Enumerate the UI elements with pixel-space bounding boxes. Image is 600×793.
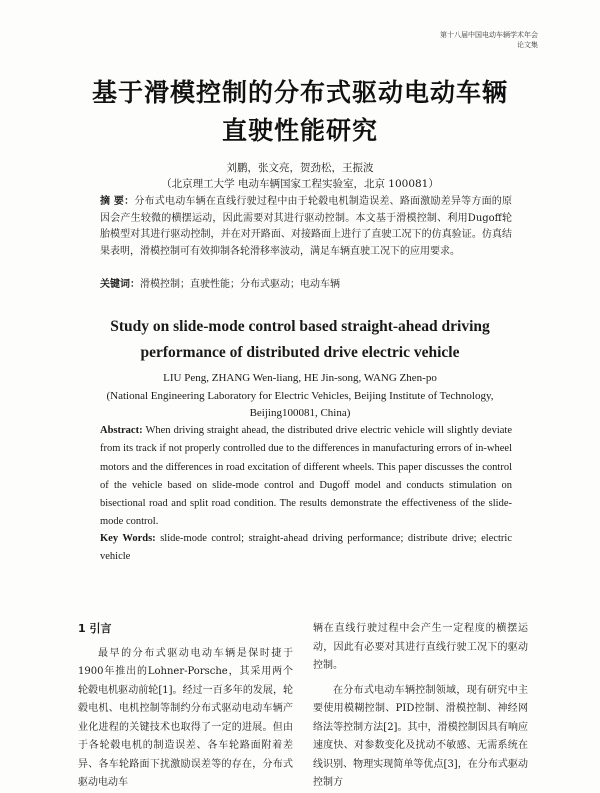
- english-author-names: LIU Peng, ZHANG Wen-liang, HE Jin-song, WANG Zhen-po: [163, 372, 437, 384]
- english-abstract: [100, 422, 512, 532]
- english-title-line-2: performance of distributed drive electric vehicle: [140, 344, 460, 361]
- english-keywords-text: slide-mode control; straight-ahead driving performance; distribute drive; electric vehicle: [100, 533, 512, 563]
- chinese-title-line-2: 直驶性能研究: [221, 116, 378, 145]
- body-right-paragraph-2: 在分布式电动车辆控制领域，现有研究中主要使用模糊控制、PID控制、滑模控制、神经网络法等控制方法[2]。其中，滑模控制因具有响应速度快、对参数变化及扰动不敏感、无需系统在线识别、物理实现简单等优点[3]，在分布式驱动控制方: [313, 684, 528, 788]
- header-line-1: 第十八届中国电动车辆学术年会: [440, 31, 538, 39]
- chinese-title: [0, 74, 600, 150]
- body-left-paragraph: 最早的分布式驱动电动车辆是保时捷于1900年推出的Lohner-Porsche，其采用两个轮毂电机驱动前轮[1]。经过一百多年的发展，轮毂电机、电机控制等制约分布式驱动电动车辆产业化进程的关键技术也取得了一定的进展。但由于各轮毂电机的制造误差、各车轮路面附着差异、各车轮路面下扰激励误差等的存在，分布式驱动电动车: [78, 647, 293, 788]
- english-keywords-label: Key Words:: [100, 533, 156, 544]
- chinese-keywords-label: 关键词：: [100, 279, 140, 290]
- english-abstract-label: Abstract:: [100, 425, 143, 436]
- english-title: [0, 314, 600, 366]
- chinese-abstract-label: 摘 要：: [100, 196, 135, 207]
- body-left-column: [78, 620, 293, 793]
- chinese-abstract-text: 分布式电动车辆在直线行驶过程中由于轮毂电机制造误差、路面激励差异等方面的原因会产生较微的横摆运动，因此需要对其进行驱动控制。本文基于滑模控制、利用Dugoff轮胎模型对其进行驱动控制，并在对开路面、对接路面上进行了直驶工况下的仿真验证。仿真结果表明，滑模控制可有效抑制各轮滑移率波动，满足车辆直驶工况下的应用要求。: [100, 196, 513, 257]
- running-header: [440, 30, 538, 50]
- english-authors: [0, 370, 600, 423]
- english-title-line-1: Study on slide-mode control based straight-ahead driving: [110, 318, 490, 335]
- chinese-keywords-text: 滑模控制；直驶性能；分布式驱动；电动车辆: [140, 279, 340, 290]
- chinese-affiliation: （北京理工大学 电动车辆国家工程实验室，北京 100081）: [161, 178, 439, 190]
- chinese-authors: [0, 160, 600, 192]
- section-heading: 1 引言: [78, 622, 112, 635]
- chinese-keywords: [100, 277, 512, 294]
- english-affiliation-line-2: Beijing100081, China): [249, 407, 351, 419]
- chinese-title-line-1: 基于滑模控制的分布式驱动电动车辆: [91, 78, 508, 107]
- english-abstract-text: When driving straight ahead, the distributed drive electric vehicle will slightly deviate from its track if not properly controlled due to the differences in manufacturing errors of in-wheel motors and the differences in road excitation of different wheels. This paper discusses the control of the vehicle based on slide-mode control and Dugoff model and conducts stimulation on bisectional road and split road condition. The results demonstrate the effectiveness of the slide-mode control.: [100, 425, 512, 528]
- body-right-column: [313, 620, 528, 793]
- english-affiliation-line-1: (National Engineering Laboratory for Electric Vehicles, Beijing Institute of Technology,: [106, 389, 494, 402]
- body-right-paragraph-1: 辆在直线行驶过程中会产生一定程度的横摆运动，因此有必要对其进行直线行驶工况下的驱动控制。: [313, 623, 528, 671]
- chinese-author-names: 刘鹏，张文亮，贺劲松，王振波: [226, 162, 374, 174]
- header-line-2: 论文集: [517, 41, 538, 49]
- english-keywords: [100, 530, 512, 567]
- chinese-abstract: [100, 194, 512, 260]
